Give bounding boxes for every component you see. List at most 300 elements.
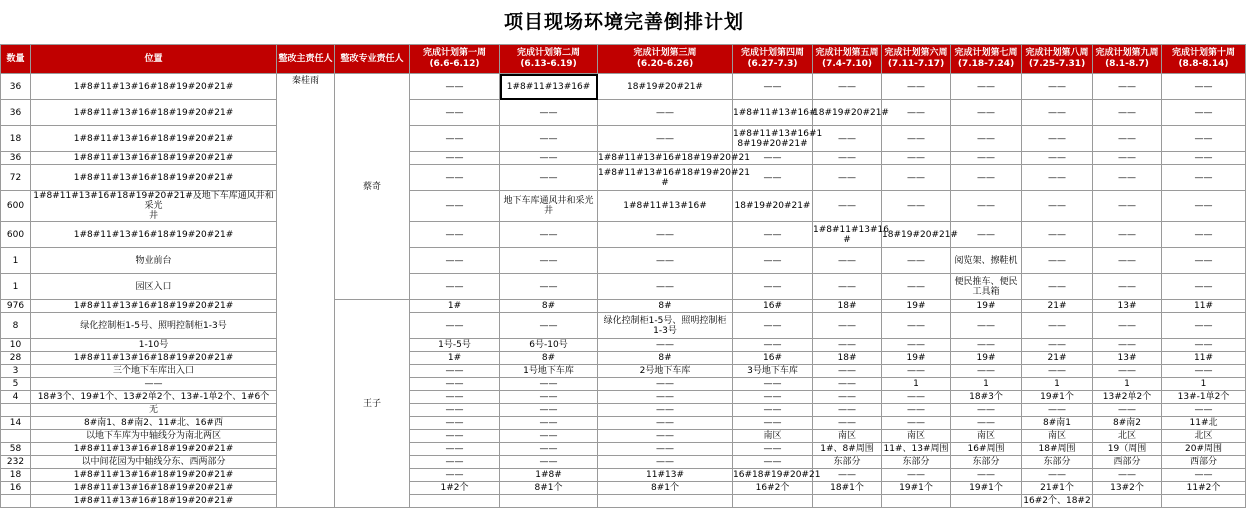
week-plan-cell[interactable]: 8# (500, 300, 598, 313)
week-plan-cell[interactable] (882, 495, 951, 508)
week-plan-cell[interactable]: —— (410, 100, 500, 126)
week-plan-cell[interactable]: —— (1022, 274, 1093, 300)
quantity-cell[interactable]: 28 (1, 352, 31, 365)
week-plan-cell[interactable]: —— (410, 378, 500, 391)
week-plan-cell[interactable]: 地下车库通风井和采光 井 (500, 191, 598, 222)
week-plan-cell[interactable]: —— (1022, 313, 1093, 339)
week-plan-cell[interactable]: 18#周围 (1022, 443, 1093, 456)
week-plan-cell[interactable]: 16# (733, 300, 813, 313)
week-plan-cell[interactable]: —— (882, 313, 951, 339)
week-plan-cell[interactable]: —— (1093, 404, 1162, 417)
week-plan-cell[interactable]: —— (1022, 126, 1093, 152)
week-plan-cell[interactable]: 13#-1单2个 (1162, 391, 1246, 404)
week-plan-cell[interactable]: —— (733, 339, 813, 352)
week-plan-cell[interactable]: —— (598, 456, 733, 469)
week-plan-cell[interactable]: —— (500, 378, 598, 391)
week-plan-cell[interactable]: —— (951, 404, 1022, 417)
week-plan-cell[interactable]: —— (882, 469, 951, 482)
location-cell[interactable]: 1#8#11#13#16#18#19#20#21# (31, 352, 277, 365)
week-plan-cell[interactable]: 19# (951, 300, 1022, 313)
week-plan-cell[interactable]: 16# (733, 352, 813, 365)
week-plan-cell[interactable]: —— (598, 417, 733, 430)
week-plan-cell[interactable]: 北区 (1162, 430, 1246, 443)
week-plan-cell[interactable]: —— (813, 248, 882, 274)
week-plan-cell[interactable] (500, 495, 598, 508)
week-plan-cell[interactable]: —— (1022, 248, 1093, 274)
week-plan-cell[interactable]: —— (882, 365, 951, 378)
week-plan-cell[interactable]: —— (598, 100, 733, 126)
week-plan-cell[interactable]: —— (410, 456, 500, 469)
week-plan-cell[interactable]: —— (1093, 191, 1162, 222)
week-plan-cell[interactable]: —— (1162, 274, 1246, 300)
quantity-cell[interactable]: 72 (1, 165, 31, 191)
week-plan-cell[interactable]: —— (500, 274, 598, 300)
quantity-cell[interactable]: 4 (1, 391, 31, 404)
week-plan-cell[interactable]: —— (813, 404, 882, 417)
location-cell[interactable]: 三个地下车库出入口 (31, 365, 277, 378)
week-plan-cell[interactable]: 16#周围 (951, 443, 1022, 456)
quantity-cell[interactable]: 600 (1, 222, 31, 248)
week-plan-cell[interactable]: 11#2个 (1162, 482, 1246, 495)
week-plan-cell[interactable]: —— (733, 248, 813, 274)
week-plan-cell[interactable]: 1#8#11#13#16# (733, 100, 813, 126)
week-plan-cell[interactable]: 13#2单2个 (1093, 391, 1162, 404)
week-plan-cell[interactable]: —— (410, 222, 500, 248)
week-plan-cell[interactable]: —— (951, 100, 1022, 126)
week-plan-cell[interactable]: —— (813, 126, 882, 152)
quantity-cell[interactable]: 36 (1, 74, 31, 100)
week-plan-cell[interactable]: —— (813, 274, 882, 300)
week-plan-cell[interactable]: —— (1162, 165, 1246, 191)
week-plan-cell[interactable]: —— (733, 274, 813, 300)
week-plan-cell[interactable]: —— (1093, 469, 1162, 482)
week-plan-cell[interactable]: —— (500, 248, 598, 274)
week-plan-cell[interactable]: —— (1022, 365, 1093, 378)
week-plan-cell[interactable]: —— (1093, 74, 1162, 100)
week-plan-cell[interactable]: —— (500, 313, 598, 339)
week-plan-cell[interactable]: —— (951, 74, 1022, 100)
week-plan-cell[interactable]: —— (410, 365, 500, 378)
week-plan-cell[interactable]: 8# (598, 300, 733, 313)
week-plan-cell[interactable]: —— (951, 313, 1022, 339)
week-plan-cell[interactable] (951, 495, 1022, 508)
week-plan-cell[interactable]: 1#8#11#13#16#18#19#20#21 # (598, 165, 733, 191)
week-plan-cell[interactable]: 东部分 (813, 456, 882, 469)
week-plan-cell[interactable]: —— (813, 378, 882, 391)
week-plan-cell[interactable]: —— (813, 391, 882, 404)
week-plan-cell[interactable]: —— (500, 443, 598, 456)
week-plan-cell[interactable]: —— (598, 404, 733, 417)
week-plan-cell[interactable]: 南区 (882, 430, 951, 443)
week-plan-cell[interactable]: —— (410, 126, 500, 152)
location-cell[interactable]: 1#8#11#13#16#18#19#20#21# (31, 482, 277, 495)
week-plan-cell[interactable]: —— (1093, 126, 1162, 152)
week-plan-cell[interactable]: 西部分 (1093, 456, 1162, 469)
week-plan-cell[interactable]: —— (1022, 469, 1093, 482)
week-plan-cell[interactable]: 1 (1162, 378, 1246, 391)
location-cell[interactable]: 以地下车库为中轴线分为南北两区 (31, 430, 277, 443)
week-plan-cell[interactable]: 便民推车、便民 工具箱 (951, 274, 1022, 300)
quantity-cell[interactable]: 16 (1, 482, 31, 495)
column-header[interactable]: 整改主责任人 (277, 45, 335, 74)
week-plan-cell[interactable]: —— (733, 404, 813, 417)
week-plan-cell[interactable]: 18#19#20#21# (882, 222, 951, 248)
week-plan-cell[interactable]: 18# (813, 352, 882, 365)
week-plan-cell[interactable]: 南区 (1022, 430, 1093, 443)
week-plan-cell[interactable]: 8#南1 (1022, 417, 1093, 430)
quantity-cell[interactable]: 8 (1, 313, 31, 339)
week-plan-cell[interactable]: —— (882, 391, 951, 404)
week-plan-cell[interactable]: —— (813, 191, 882, 222)
column-header[interactable]: 整改专业责任人 (335, 45, 410, 74)
week-plan-cell[interactable]: —— (1022, 191, 1093, 222)
week-plan-cell[interactable]: —— (951, 339, 1022, 352)
week-plan-cell[interactable]: —— (1162, 222, 1246, 248)
week-plan-cell[interactable]: —— (1162, 365, 1246, 378)
week-plan-cell[interactable]: —— (410, 430, 500, 443)
week-plan-cell[interactable]: —— (882, 404, 951, 417)
week-plan-cell[interactable]: 11#、13#周围 (883, 444, 949, 454)
week-plan-cell[interactable]: 21# (1022, 300, 1093, 313)
week-plan-cell[interactable]: —— (733, 165, 813, 191)
week-plan-cell[interactable]: —— (1093, 222, 1162, 248)
week-plan-cell[interactable]: —— (410, 404, 500, 417)
week-plan-cell[interactable]: 8#南2 (1093, 417, 1162, 430)
week-plan-cell[interactable] (1162, 495, 1246, 508)
week-plan-cell[interactable]: 1#8#11#13#16#1 8#19#20#21# (733, 126, 813, 152)
week-plan-cell[interactable]: 19# (882, 352, 951, 365)
week-plan-cell[interactable]: —— (1093, 100, 1162, 126)
week-plan-cell[interactable]: 2号地下车库 (598, 365, 733, 378)
week-plan-cell[interactable]: —— (410, 274, 500, 300)
quantity-cell[interactable]: 600 (1, 191, 31, 222)
quantity-cell[interactable]: 36 (1, 152, 31, 165)
week-plan-cell[interactable]: —— (1162, 74, 1246, 100)
week-plan-cell[interactable]: 1#8# (500, 469, 598, 482)
week-plan-cell[interactable]: —— (1022, 165, 1093, 191)
week-plan-cell[interactable]: —— (500, 417, 598, 430)
week-plan-cell[interactable]: 16#2个 (733, 482, 813, 495)
week-plan-cell[interactable]: —— (1162, 248, 1246, 274)
week-plan-cell[interactable]: 8#1个 (500, 482, 598, 495)
quantity-cell[interactable]: 976 (1, 300, 31, 313)
week-plan-cell[interactable]: 18#19#20#21# (598, 74, 733, 100)
week-plan-cell[interactable]: —— (882, 126, 951, 152)
week-plan-cell[interactable]: —— (951, 191, 1022, 222)
column-header[interactable]: 完成计划第三周 (6.20-6.26) (598, 45, 733, 74)
week-plan-cell[interactable]: —— (733, 378, 813, 391)
week-plan-cell[interactable]: —— (951, 152, 1022, 165)
week-plan-cell[interactable]: 南区 (813, 430, 882, 443)
quantity-cell[interactable]: 18 (1, 126, 31, 152)
week-plan-cell[interactable]: 18#19#20#21# (733, 191, 813, 222)
week-plan-cell[interactable]: —— (733, 222, 813, 248)
week-plan-cell[interactable]: 13# (1093, 352, 1162, 365)
week-plan-cell[interactable]: —— (882, 248, 951, 274)
week-plan-cell[interactable]: —— (1093, 165, 1162, 191)
week-plan-cell[interactable]: —— (951, 165, 1022, 191)
location-cell[interactable]: 1#8#11#13#16#18#19#20#21# (31, 222, 277, 248)
week-plan-cell[interactable]: 西部分 (1162, 456, 1246, 469)
column-header[interactable]: 完成计划第六周 (7.11-7.17) (882, 45, 951, 74)
quantity-cell[interactable]: 3 (1, 365, 31, 378)
week-plan-cell[interactable]: —— (882, 165, 951, 191)
week-plan-cell[interactable]: —— (1093, 152, 1162, 165)
quantity-cell[interactable] (1, 404, 31, 417)
week-plan-cell[interactable]: —— (1022, 222, 1093, 248)
column-header[interactable]: 位置 (31, 45, 277, 74)
week-plan-cell[interactable]: 19#1个 (951, 482, 1022, 495)
week-plan-cell[interactable]: 11#13# (598, 469, 733, 482)
column-header[interactable]: 完成计划第四周 (6.27-7.3) (733, 45, 813, 74)
week-plan-cell[interactable]: 19#1个 (1022, 391, 1093, 404)
week-plan-cell[interactable]: —— (410, 391, 500, 404)
column-header[interactable]: 完成计划第七周 (7.18-7.24) (951, 45, 1022, 74)
week-plan-cell[interactable]: —— (813, 469, 882, 482)
week-plan-cell[interactable] (813, 495, 882, 508)
week-plan-cell[interactable]: —— (410, 443, 500, 456)
week-plan-cell[interactable]: —— (882, 100, 951, 126)
location-cell[interactable]: 物业前台 (31, 248, 277, 274)
week-plan-cell[interactable]: —— (1162, 404, 1246, 417)
column-header[interactable]: 完成计划第二周 (6.13-6.19) (500, 45, 598, 74)
week-plan-cell[interactable]: —— (813, 74, 882, 100)
week-plan-cell[interactable]: —— (1022, 100, 1093, 126)
week-plan-cell[interactable]: 11#北 (1162, 417, 1246, 430)
week-plan-cell[interactable]: —— (1162, 339, 1246, 352)
week-plan-cell[interactable]: 1 (1093, 378, 1162, 391)
professional-responsible-cell[interactable]: 王子 (335, 300, 410, 508)
week-plan-cell[interactable]: 1# (410, 352, 500, 365)
week-plan-cell[interactable]: 1#8#11#13#16#18#19#20#21 (598, 153, 750, 163)
location-cell[interactable]: 1#8#11#13#16#18#19#20#21# (31, 495, 277, 508)
week-plan-cell[interactable]: —— (1022, 339, 1093, 352)
week-plan-cell[interactable]: —— (1022, 404, 1093, 417)
week-plan-cell[interactable]: 16#18#19#20#21 (733, 470, 821, 480)
week-plan-cell[interactable]: —— (951, 222, 1022, 248)
quantity-cell[interactable]: 1 (1, 248, 31, 274)
week-plan-cell[interactable]: —— (598, 222, 733, 248)
column-header[interactable]: 完成计划第十周 (8.8-8.14) (1162, 45, 1246, 74)
week-plan-cell[interactable]: —— (598, 391, 733, 404)
week-plan-cell[interactable]: 北区 (1093, 430, 1162, 443)
week-plan-cell[interactable]: —— (598, 248, 733, 274)
column-header[interactable]: 完成计划第九周 (8.1-8.7) (1093, 45, 1162, 74)
quantity-cell[interactable]: 1 (1, 274, 31, 300)
week-plan-cell[interactable] (733, 495, 813, 508)
week-plan-cell[interactable]: 8# (598, 352, 733, 365)
quantity-cell[interactable]: 58 (1, 443, 31, 456)
location-cell[interactable]: 1-10号 (31, 339, 277, 352)
column-header[interactable]: 完成计划第八周 (7.25-7.31) (1022, 45, 1093, 74)
week-plan-cell[interactable]: 1 (1022, 378, 1093, 391)
week-plan-cell[interactable]: 1 (882, 378, 951, 391)
location-cell[interactable]: —— (31, 378, 277, 391)
location-cell[interactable]: 1#8#11#13#16#18#19#20#21# (31, 74, 277, 100)
week-plan-cell[interactable]: 19（周围 (1093, 443, 1162, 456)
location-cell[interactable]: 1#8#11#13#16#18#19#20#21# (31, 126, 277, 152)
week-plan-cell[interactable]: —— (500, 456, 598, 469)
professional-responsible-cell[interactable]: 蔡奇 (335, 74, 410, 300)
week-plan-cell[interactable]: 21#1个 (1022, 482, 1093, 495)
week-plan-cell[interactable]: —— (410, 74, 500, 100)
week-plan-cell[interactable]: —— (1162, 152, 1246, 165)
week-plan-cell[interactable]: —— (733, 313, 813, 339)
week-plan-cell[interactable]: —— (951, 365, 1022, 378)
week-plan-cell[interactable]: —— (1093, 339, 1162, 352)
week-plan-cell[interactable]: —— (733, 391, 813, 404)
week-plan-cell[interactable]: —— (1162, 313, 1246, 339)
week-plan-cell[interactable]: —— (500, 404, 598, 417)
week-plan-cell[interactable]: —— (951, 126, 1022, 152)
week-plan-cell[interactable]: —— (882, 74, 951, 100)
week-plan-cell[interactable]: 19# (951, 352, 1022, 365)
week-plan-cell[interactable]: 18#19#20#21# (813, 100, 882, 126)
week-plan-cell[interactable]: —— (1162, 100, 1246, 126)
week-plan-cell[interactable]: —— (410, 417, 500, 430)
week-plan-cell[interactable]: 16#2个、18#2 (1023, 496, 1091, 506)
location-cell[interactable]: 1#8#11#13#16#18#19#20#21# (31, 300, 277, 313)
location-cell[interactable]: 园区入口 (31, 274, 277, 300)
week-plan-cell[interactable]: —— (500, 165, 598, 191)
week-plan-cell[interactable]: —— (1162, 191, 1246, 222)
week-plan-cell[interactable]: —— (500, 152, 598, 165)
location-cell[interactable]: 18#3个、19#1个、13#2单2个、13#-1单2个、1#6个 (31, 391, 277, 404)
week-plan-cell[interactable]: 21# (1022, 352, 1093, 365)
week-plan-cell[interactable]: —— (500, 126, 598, 152)
location-cell[interactable]: 8#南1、8#南2、11#北、16#西 (31, 417, 277, 430)
quantity-cell[interactable]: 5 (1, 378, 31, 391)
week-plan-cell[interactable]: 11# (1162, 352, 1246, 365)
week-plan-cell[interactable]: —— (813, 152, 882, 165)
week-plan-cell[interactable]: 1#8#11#13#16# (500, 74, 598, 100)
week-plan-cell[interactable]: 南区 (951, 430, 1022, 443)
week-plan-cell[interactable]: —— (1093, 274, 1162, 300)
week-plan-cell[interactable]: —— (951, 417, 1022, 430)
week-plan-cell[interactable]: 东部分 (1022, 456, 1093, 469)
week-plan-cell[interactable]: —— (500, 222, 598, 248)
week-plan-cell[interactable]: 8# (500, 352, 598, 365)
location-cell[interactable]: 1#8#11#13#16#18#19#20#21# (31, 152, 277, 165)
week-plan-cell[interactable]: —— (1162, 126, 1246, 152)
quantity-cell[interactable]: 232 (1, 456, 31, 469)
location-cell[interactable]: 1#8#11#13#16#18#19#20#21# (31, 100, 277, 126)
week-plan-cell[interactable]: —— (882, 339, 951, 352)
quantity-cell[interactable]: 14 (1, 417, 31, 430)
week-plan-cell[interactable]: —— (1093, 365, 1162, 378)
location-cell[interactable]: 无 (31, 404, 277, 417)
location-cell[interactable]: 1#8#11#13#16#18#19#20#21#及地下车库通风井和采光 井 (31, 191, 277, 222)
week-plan-cell[interactable]: —— (410, 469, 500, 482)
week-plan-cell[interactable]: —— (951, 469, 1022, 482)
week-plan-cell[interactable]: 18#1个 (813, 482, 882, 495)
location-cell[interactable]: 1#8#11#13#16#18#19#20#21# (31, 443, 277, 456)
week-plan-cell[interactable]: 18#3个 (951, 391, 1022, 404)
week-plan-cell[interactable]: —— (882, 417, 951, 430)
week-plan-cell[interactable]: —— (598, 378, 733, 391)
week-plan-cell[interactable]: 东部分 (951, 456, 1022, 469)
week-plan-cell[interactable]: 19#1个 (882, 482, 951, 495)
week-plan-cell[interactable]: —— (410, 248, 500, 274)
quantity-cell[interactable] (1, 495, 31, 508)
week-plan-cell[interactable]: —— (598, 430, 733, 443)
week-plan-cell[interactable]: 1号地下车库 (500, 365, 598, 378)
week-plan-cell[interactable]: —— (1093, 248, 1162, 274)
week-plan-cell[interactable]: 20#周围 (1162, 443, 1246, 456)
week-plan-cell[interactable]: —— (598, 126, 733, 152)
week-plan-cell[interactable]: 6号-10号 (500, 339, 598, 352)
week-plan-cell[interactable]: —— (813, 313, 882, 339)
week-plan-cell[interactable]: —— (1022, 74, 1093, 100)
week-plan-cell[interactable]: —— (410, 313, 500, 339)
week-plan-cell[interactable]: —— (882, 191, 951, 222)
quantity-cell[interactable]: 18 (1, 469, 31, 482)
week-plan-cell[interactable]: 1#2个 (410, 482, 500, 495)
week-plan-cell[interactable]: 1#、8#周围 (813, 443, 882, 456)
week-plan-cell[interactable]: —— (410, 191, 500, 222)
week-plan-cell[interactable]: —— (598, 339, 733, 352)
week-plan-cell[interactable]: 绿化控制柜1-5号、照明控制柜 1-3号 (598, 313, 733, 339)
week-plan-cell[interactable]: 南区 (733, 430, 813, 443)
week-plan-cell[interactable]: —— (500, 430, 598, 443)
week-plan-cell[interactable]: 阅览架、擦鞋机 (951, 248, 1022, 274)
week-plan-cell[interactable]: —— (410, 152, 500, 165)
week-plan-cell[interactable]: 13# (1093, 300, 1162, 313)
quantity-cell[interactable]: 10 (1, 339, 31, 352)
week-plan-cell[interactable]: —— (813, 339, 882, 352)
week-plan-cell[interactable]: —— (733, 152, 813, 165)
week-plan-cell[interactable]: 19# (882, 300, 951, 313)
week-plan-cell[interactable]: —— (410, 165, 500, 191)
week-plan-cell[interactable]: —— (733, 456, 813, 469)
location-cell[interactable]: 绿化控制柜1-5号、照明控制柜1-3号 (31, 313, 277, 339)
week-plan-cell[interactable]: 1号-5号 (410, 339, 500, 352)
week-plan-cell[interactable]: —— (733, 417, 813, 430)
week-plan-cell[interactable]: —— (733, 74, 813, 100)
week-plan-cell[interactable]: —— (1022, 152, 1093, 165)
week-plan-cell[interactable] (1093, 495, 1162, 508)
week-plan-cell[interactable]: 1#8#11#13#16# (598, 191, 733, 222)
week-plan-cell[interactable]: —— (1093, 313, 1162, 339)
week-plan-cell[interactable]: —— (813, 417, 882, 430)
week-plan-cell[interactable] (410, 495, 500, 508)
week-plan-cell[interactable]: 1#8#11#13#16 # (813, 222, 882, 248)
week-plan-cell[interactable]: 18# (813, 300, 882, 313)
location-cell[interactable]: 1#8#11#13#16#18#19#20#21# (31, 469, 277, 482)
column-header[interactable]: 完成计划第一周 (6.6-6.12) (410, 45, 500, 74)
week-plan-cell[interactable]: 1 (951, 378, 1022, 391)
week-plan-cell[interactable]: —— (733, 443, 813, 456)
column-header[interactable]: 数量 (1, 45, 31, 74)
week-plan-cell[interactable]: 3号地下车库 (733, 365, 813, 378)
quantity-cell[interactable]: 36 (1, 100, 31, 126)
week-plan-cell[interactable]: —— (500, 100, 598, 126)
quantity-cell[interactable] (1, 430, 31, 443)
week-plan-cell[interactable]: 1# (410, 300, 500, 313)
week-plan-cell[interactable]: —— (500, 391, 598, 404)
week-plan-cell[interactable]: 13#2个 (1093, 482, 1162, 495)
location-cell[interactable]: 以中间花园为中轴线分东、西两部分 (31, 456, 277, 469)
week-plan-cell[interactable]: —— (882, 274, 951, 300)
week-plan-cell[interactable]: —— (813, 165, 882, 191)
week-plan-cell[interactable]: —— (882, 152, 951, 165)
column-header[interactable]: 完成计划第五周 (7.4-7.10) (813, 45, 882, 74)
week-plan-cell[interactable]: —— (598, 274, 733, 300)
week-plan-cell[interactable]: 11# (1162, 300, 1246, 313)
location-cell[interactable]: 1#8#11#13#16#18#19#20#21# (31, 165, 277, 191)
week-plan-cell[interactable]: 东部分 (882, 456, 951, 469)
week-plan-cell[interactable]: —— (813, 365, 882, 378)
